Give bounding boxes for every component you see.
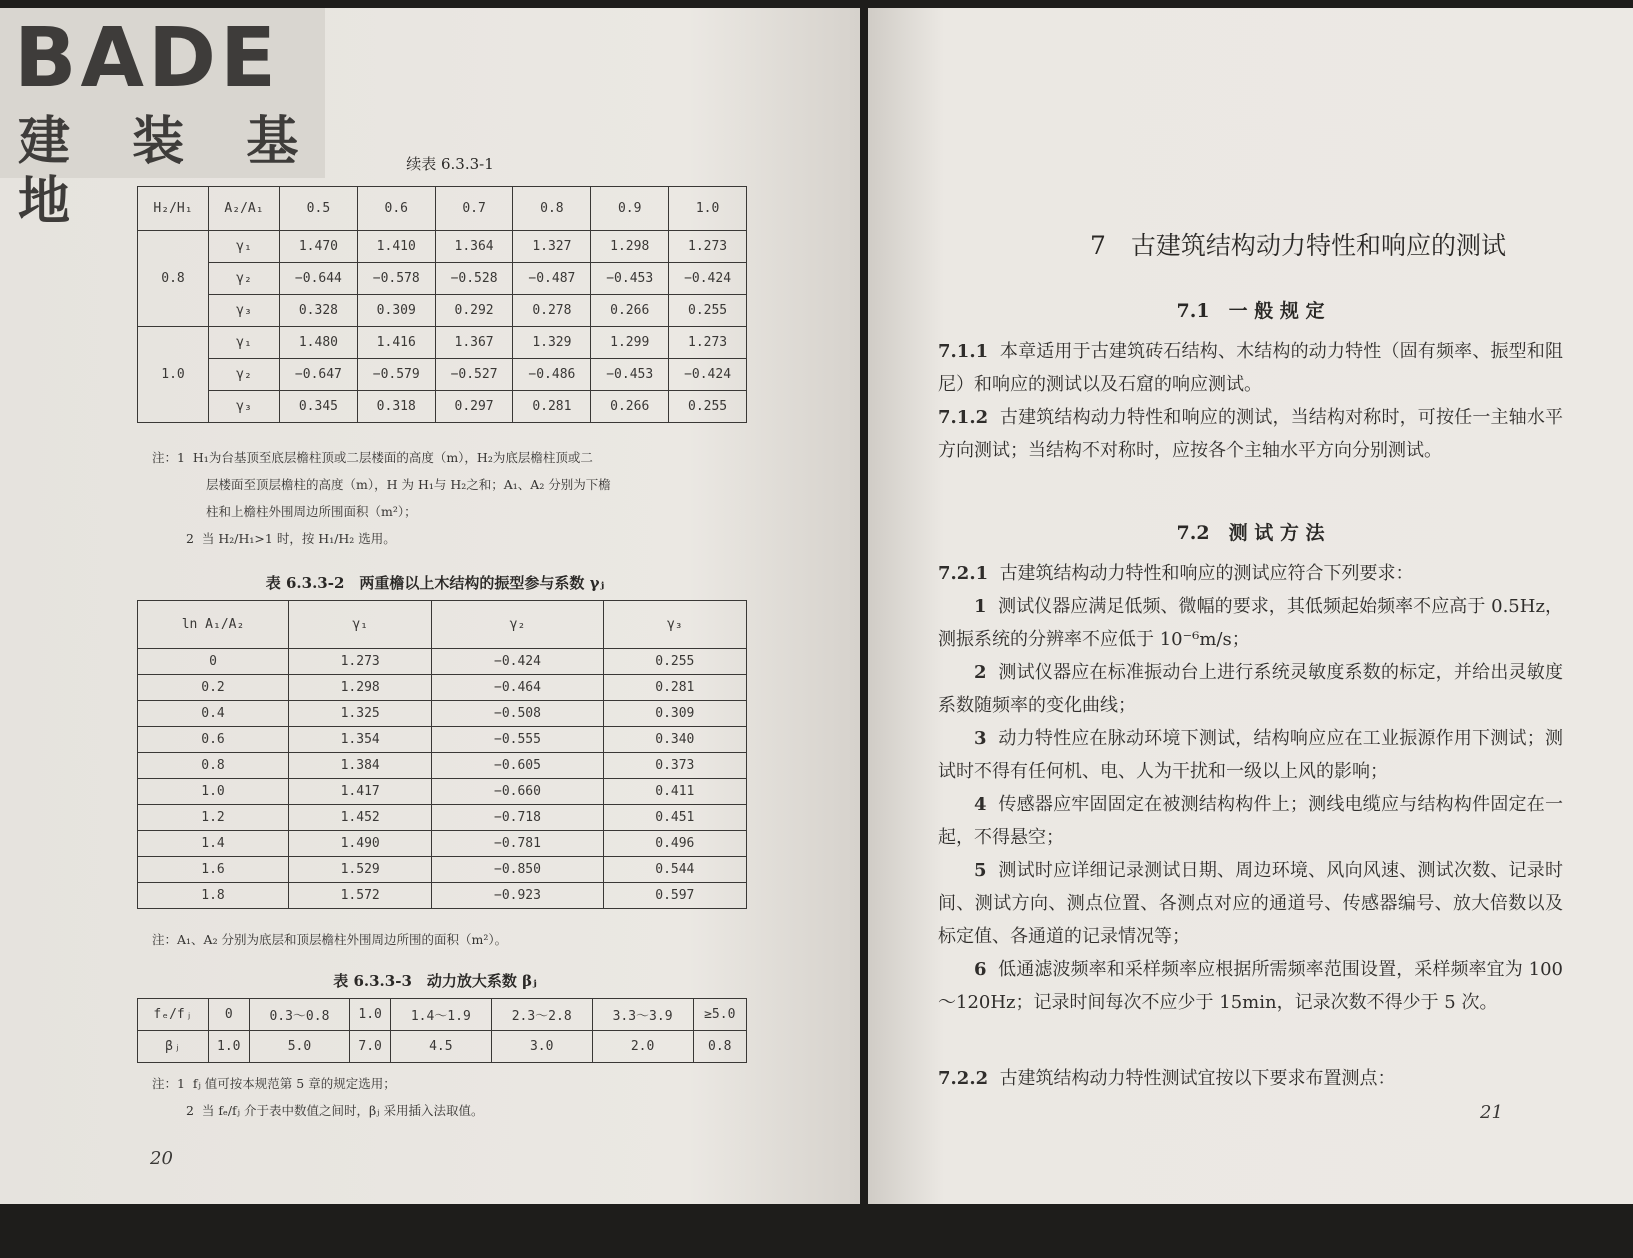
header-a-ratio: A₂/A₁ [209,187,280,231]
table-2-caption: 表 6.3.3-2 两重檐以上木结构的振型参与系数 γⱼ [265,574,605,592]
note-text: 当 fₑ/fⱼ 介于表中数值之间时，βⱼ 采用插入法取值。 [201,1103,484,1118]
cell: −0.579 [357,359,435,391]
cell: −0.424 [669,263,747,295]
cell: 1.4～1.9 [390,999,491,1031]
cell: 1.327 [513,231,591,263]
note-text: 层楼面至顶层檐柱的高度（m），H 为 H₁与 H₂之和；A₁、A₂ 分别为下檐 [206,477,611,492]
col-header: γ₃ [603,601,746,649]
table-1-caption: 续表 6.3.3-1 [406,155,494,173]
item-number: 2 [974,662,987,683]
gamma-label: γ₃ [209,295,280,327]
item-number: 1 [974,596,987,617]
cell: −0.850 [432,857,603,883]
cell: 0.266 [591,295,669,327]
cell: 1.8 [138,883,289,909]
table-3-caption: 表 6.3.3-3 动力放大系数 βⱼ [333,972,537,990]
cell: −0.718 [432,805,603,831]
cell: 0 [138,649,289,675]
note-text: fⱼ 值可按本规范第 5 章的规定选用； [192,1076,396,1091]
item-text: 测试仪器应在标准振动台上进行系统灵敏度系数的标定，并给出灵敏度系数随频率的变化曲线； [938,662,1563,716]
note-text: 柱和上檐柱外围周边所围面积（m²）； [206,504,417,519]
item-text: 测试时应详细记录测试日期、周边环境、风向风速、测试次数、记录时间、测试方向、测点位置、各测点对应的通道号、传感器编号、放大倍数以及标定值、各通道的记录情况等； [938,860,1563,947]
col-header: γ₂ [432,601,603,649]
cell: −0.486 [513,359,591,391]
table-6-3-3-1-continued [137,186,747,423]
gamma-label: γ₃ [209,391,280,423]
cell: −0.424 [432,649,603,675]
cell: 2.3～2.8 [491,999,592,1031]
cell: 1.354 [289,727,432,753]
cell: 0.255 [603,649,746,675]
chapter-title: 7 古建筑结构动力特性和响应的测试 [1090,231,1506,260]
cell: 1.410 [357,231,435,263]
clause-text: 古建筑结构动力特性和响应的测试，当结构对称时，可按任一主轴水平方向测试；当结构不对称时，应按各个主轴水平方向分别测试。 [938,407,1564,461]
cell: −0.647 [280,359,358,391]
cell: −0.781 [432,831,603,857]
note-label: 注：1 [152,450,185,465]
cell: 1.480 [280,327,358,359]
right-page [868,8,1633,1204]
table-row [138,883,747,909]
table-row [138,701,747,727]
cell: 0.255 [669,391,747,423]
cell: 0.292 [435,295,513,327]
table-row [138,675,747,701]
note-label: 2 [186,531,194,546]
cell: −0.644 [280,263,358,295]
header-h-ratio: H₂/H₁ [138,187,209,231]
col-header: 0.9 [591,187,669,231]
list-item [938,953,1563,1019]
table-row [138,727,747,753]
clause-number: 7.1.1 [938,341,989,362]
cell: 1.273 [669,231,747,263]
logo-text: BADE [14,11,281,106]
col-header: 0.7 [435,187,513,231]
cell: 1.529 [289,857,432,883]
cell: 0.340 [603,727,746,753]
cell: 5.0 [249,1031,350,1063]
cell: 1.417 [289,779,432,805]
cell: ≥5.0 [693,999,747,1031]
cell: 1.4 [138,831,289,857]
cell: −0.528 [435,263,513,295]
note-text: H₁为台基顶至底层檐柱顶或二层楼面的高度（m），H₂为底层檐柱顶或二 [192,450,593,465]
row-label: fₑ/fⱼ [138,999,209,1031]
gamma-label: γ₁ [209,231,280,263]
cell: 0.597 [603,883,746,909]
item-number: 6 [974,959,987,980]
clause-items [938,590,1563,1019]
group-h: 0.8 [138,231,209,327]
item-number: 5 [974,860,987,881]
cell: 1.490 [289,831,432,857]
gamma-label: γ₁ [209,327,280,359]
list-item [938,590,1563,656]
note-label: 注：1 [152,1076,185,1091]
cell: 7.0 [350,1031,391,1063]
list-item [938,788,1563,854]
cell: 0.281 [513,391,591,423]
cell: −0.487 [513,263,591,295]
clause-text: 本章适用于古建筑砖石结构、木结构的动力特性（固有频率、振型和阻尼）和响应的测试以及石窟的响应测试。 [938,341,1564,395]
row-label: βⱼ [138,1031,209,1063]
cell: −0.923 [432,883,603,909]
cell: 0.6 [138,727,289,753]
table-row [138,295,747,327]
clause-number: 7.2.2 [938,1068,989,1089]
cell: −0.578 [357,263,435,295]
gamma-label: γ₂ [209,263,280,295]
cell: 0.278 [513,295,591,327]
cell: 0.266 [591,391,669,423]
cell: 0.297 [435,391,513,423]
item-text: 测试仪器应满足低频、微幅的要求，其低频起始频率不应高于 0.5Hz，测振系统的分辨率不应低于 10⁻⁶m/s； [938,596,1563,650]
table-row [138,359,747,391]
cell: 0.544 [603,857,746,883]
item-text: 动力特性应在脉动环境下测试，结构响应应在工业振源作用下测试；测试时不得有任何机、电、人为干扰和一级以上风的影响； [938,728,1563,782]
col-header: 1.0 [669,187,747,231]
item-number: 4 [974,794,987,815]
cell: 1.572 [289,883,432,909]
cell: −0.453 [591,359,669,391]
cell: −0.555 [432,727,603,753]
note-label: 2 [186,1103,194,1118]
cell: 0.3～0.8 [249,999,350,1031]
logo-subtitle: 建 装 基 地 [18,112,321,232]
cell: 1.273 [289,649,432,675]
table-row [138,391,747,423]
cell: 1.367 [435,327,513,359]
list-item [938,854,1563,953]
page-number: 21 [1480,1102,1503,1123]
cell: −0.527 [435,359,513,391]
cell: −0.605 [432,753,603,779]
table-row [138,779,747,805]
cell: 0.8 [693,1031,747,1063]
table-row [138,327,747,359]
header-ln-ratio: ln A₁/A₂ [138,601,289,649]
table-6-3-3-3 [137,998,747,1063]
item-text: 传感器应牢固固定在被测结构构件上；测线电缆应与结构构件固定在一起，不得悬空； [938,794,1563,848]
cell: 0.309 [357,295,435,327]
cell: 1.299 [591,327,669,359]
cell: 1.452 [289,805,432,831]
cell: −0.508 [432,701,603,727]
cell: 0.2 [138,675,289,701]
cell: 0.318 [357,391,435,423]
table-6-3-3-2 [137,600,747,909]
section-7-2-title: 7.2 测 试 方 法 [1176,522,1325,544]
clause-number: 7.1.2 [938,407,989,428]
col-header: 0.8 [513,187,591,231]
cell: 0.8 [138,753,289,779]
cell: 3.0 [491,1031,592,1063]
cell: 1.416 [357,327,435,359]
col-header: 0.5 [280,187,358,231]
cell: 0.345 [280,391,358,423]
cell: 3.3～3.9 [592,999,693,1031]
page-number: 20 [150,1148,173,1169]
cell: 0.373 [603,753,746,779]
cell: 1.0 [138,779,289,805]
cell: −0.453 [591,263,669,295]
cell: 1.470 [280,231,358,263]
clause-7-1-2 [938,401,1563,467]
cell: 4.5 [390,1031,491,1063]
cell: 1.273 [669,327,747,359]
cell: 0.255 [669,295,747,327]
col-header: 0.6 [357,187,435,231]
cell: 1.0 [350,999,391,1031]
cell: 1.0 [209,1031,250,1063]
group-h: 1.0 [138,327,209,423]
cell: 1.325 [289,701,432,727]
cell: 1.2 [138,805,289,831]
table-row [138,857,747,883]
item-text: 低通滤波频率和采样频率应根据所需频率范围设置，采样频率宜为 100～120Hz；记录时间每次不应少于 15min，记录次数不得少于 5 次。 [938,959,1564,1013]
cell: −0.464 [432,675,603,701]
note-text: 当 H₂/H₁>1 时，按 H₁/H₂ 选用。 [201,531,396,546]
table-1-notes [152,444,742,552]
clause-7-1-1 [938,335,1563,401]
clause-7-2-2 [938,1062,1563,1095]
table-row [138,999,747,1031]
clause-text: 古建筑结构动力特性测试宜按以下要求布置测点： [999,1068,1396,1089]
table-row [138,831,747,857]
cell: 1.329 [513,327,591,359]
cell: 0.281 [603,675,746,701]
table-2-note: 注：A₁、A₂ 分别为底层和顶层檐柱外围周边所围的面积（m²）。 [152,932,508,947]
cell: −0.660 [432,779,603,805]
left-page [0,8,860,1204]
cell: 0.411 [603,779,746,805]
table-row [138,231,747,263]
cell: 1.384 [289,753,432,779]
cell: 0.328 [280,295,358,327]
clause-7-2-1 [938,557,1563,590]
table-row [138,649,747,675]
gamma-label: γ₂ [209,359,280,391]
cell: 1.6 [138,857,289,883]
cell: 1.298 [289,675,432,701]
cell: 2.0 [592,1031,693,1063]
table-3-notes [152,1070,752,1124]
table-row [138,263,747,295]
col-header: γ₁ [289,601,432,649]
cell: 1.298 [591,231,669,263]
list-item [938,656,1563,722]
cell: −0.424 [669,359,747,391]
cell: 1.364 [435,231,513,263]
section-7-1-title: 7.1 一 般 规 定 [1176,300,1325,322]
table-row [138,1031,747,1063]
cell: 0 [209,999,250,1031]
clause-number: 7.2.1 [938,563,989,584]
cell: 0.309 [603,701,746,727]
item-number: 3 [974,728,987,749]
clause-text: 古建筑结构动力特性和响应的测试应符合下列要求： [999,563,1414,584]
table-row [138,753,747,779]
cell: 0.496 [603,831,746,857]
cell: 0.4 [138,701,289,727]
cell: 0.451 [603,805,746,831]
table-row [138,805,747,831]
list-item [938,722,1563,788]
